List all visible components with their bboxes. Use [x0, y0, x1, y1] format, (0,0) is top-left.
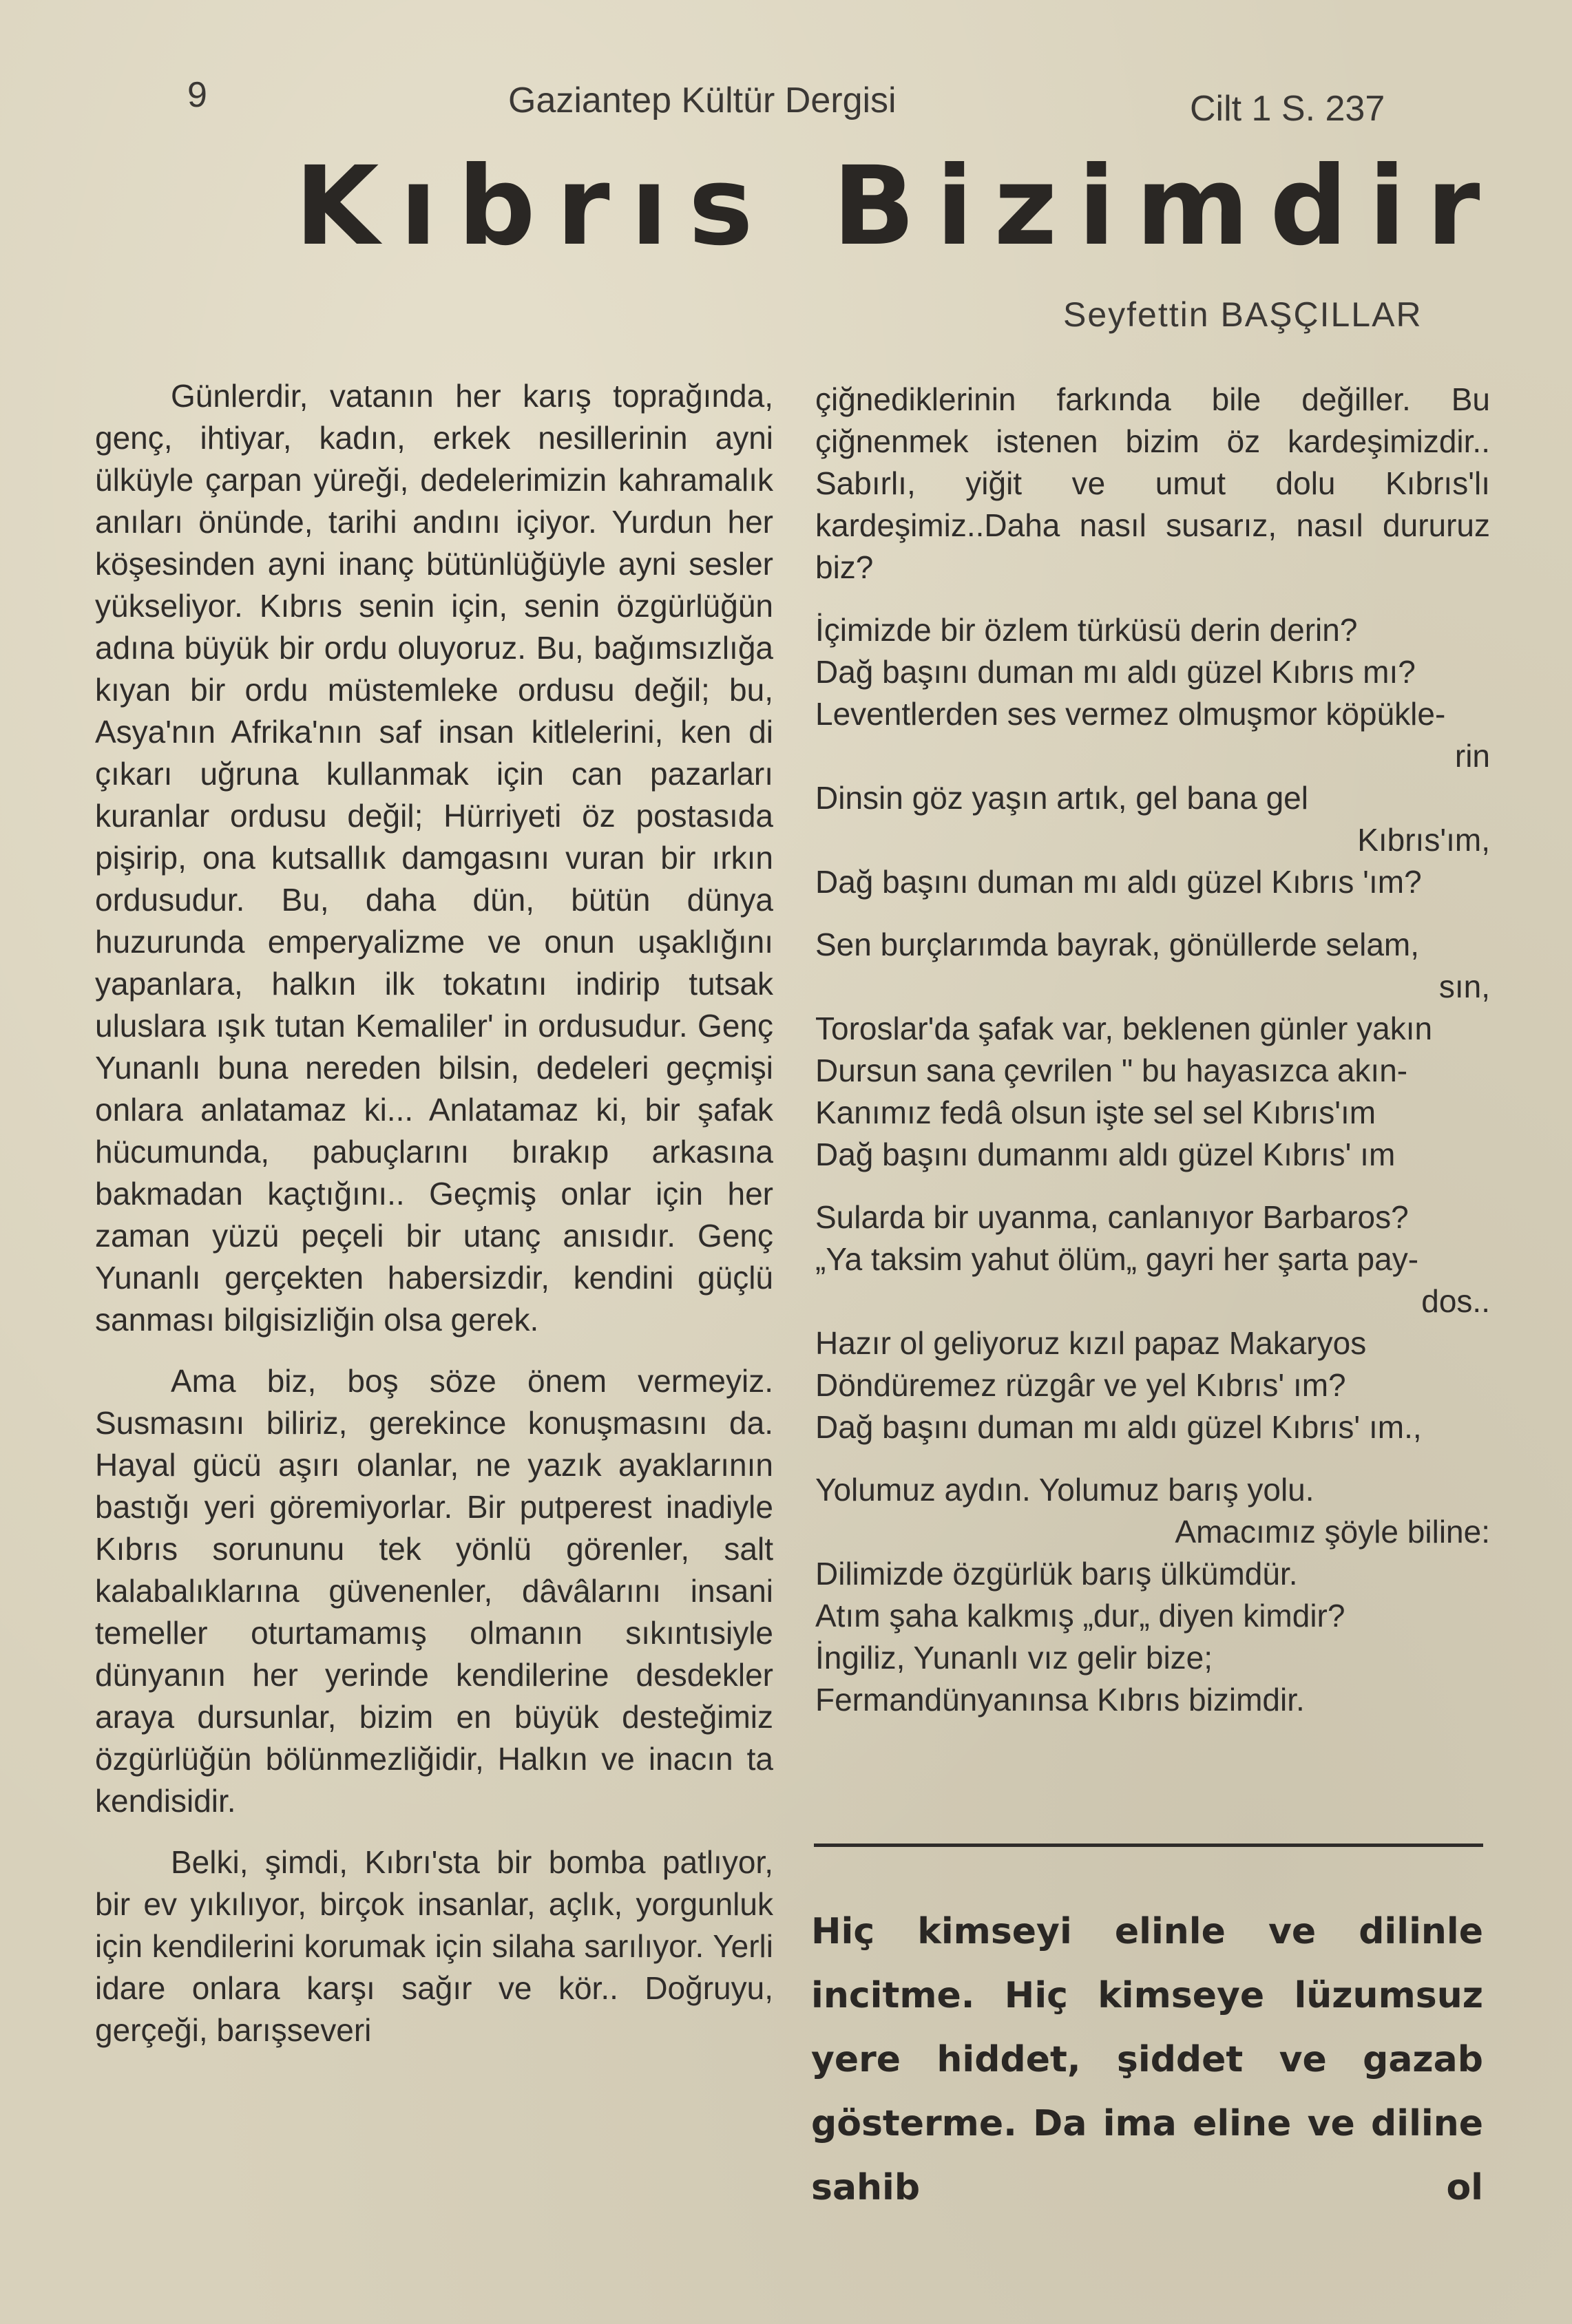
poem-line: Dağ başını duman mı aldı güzel Kıbrıs mı?	[815, 654, 1416, 690]
poem-line: Kanımız fedâ olsun işte sel sel Kıbrıs'ım	[815, 1095, 1376, 1130]
poem-line: Sen burçlarımda bayrak, gönüllerde selam,	[815, 927, 1420, 962]
section-divider	[814, 1844, 1483, 1847]
poem-line-continuation: rin	[1454, 738, 1490, 774]
poem-stanza	[815, 1469, 1490, 1721]
poem-line: Hazır ol geliyoruz kızıl papaz Makaryos	[815, 1325, 1367, 1361]
poem	[815, 609, 1490, 1721]
left-column	[95, 375, 773, 2051]
quote-box: Hiç kimseyi elinle ve dilinle incitme. Hiç kimseye lüzumsuz yere hiddet, şiddet ve gazab gösterme. Da ima eline ve diline sahib ol	[811, 1911, 1483, 2208]
article-author: Seyfettin BAŞÇILLAR	[1063, 295, 1423, 334]
magazine-name: Gaziantep Kültür Dergisi	[508, 81, 897, 120]
page-header	[0, 74, 1572, 129]
poem-line: Dilimizde özgürlük barış ülkümdür.	[815, 1556, 1298, 1592]
page-number: 9	[187, 75, 207, 115]
poem-line: İçimizde bir özlem türküsü derin derin?	[815, 612, 1358, 648]
poem-line: Yolumuz aydın. Yolumuz barış yolu.	[815, 1472, 1314, 1508]
poem-stanza	[815, 924, 1490, 1176]
poem-line: „Ya taksim yahut ölüm„ gayri her şarta pay-	[815, 1241, 1419, 1277]
poem-line-continuation: Amacımız şöyle biline:	[1175, 1514, 1490, 1550]
poem-line-continuation: sın,	[1438, 969, 1490, 1004]
paragraph: Ama biz, boş söze önem vermeyiz. Susmasını biliriz, gerekince konuşmasını da. Hayal gücü aşırı olanlar, ne yazık ayaklarının bastığı yeri göremiyorlar. Bir putperest inadiyle Kıbrıs sorununu tek yönlü görenler, salt kalabalıklarına güvenenler, dâvâlarını insani temeller oturtamamış olmanın sıkıntısiyle dünyanın her yerinde kendilerine desdekler araya dursunlar, bizim en büyük desteğimiz özgürlüğün bölünmezliğidir, Halkın ve inacın ta kendisidir.	[95, 1363, 773, 1819]
poem-line: Dağ başını duman mı aldı güzel Kıbrıs' ım.,	[815, 1409, 1422, 1445]
right-column	[815, 379, 1490, 1721]
paragraph: Günlerdir, vatanın her karış toprağında, genç, ihtiyar, kadın, erkek nesillerinin ayni ülküyle çarpan yüreği, dedelerimizin kahramalık anıları önünde, tarihi andını içiyor. Yurdun her köşesinden ayni inanç bütünlüğüyle ayni sesler yükseliyor. Kıbrıs senin için, senin özgürlüğün adına büyük bir ordu oluyoruz. Bu, bağımsızlığa kıyan bir ordu müstemleke ordusu değil; bu, Asya'nın Afrika'nın saf insan kitlelerini, ken di çıkarı uğruna kullanmak için can pazarları kuranlar ordusu değil; Hürriyeti öz postasıda pişirip, ona kutsallık damgasını vuran bir ırkın ordusudur. Bu, daha dün, bütün dünya huzurunda emperyalizme ve onun uşaklığını yapanlara, halkın ilk tokatını indirip tutsak uluslara ışık tutan Kemaliler' in ordusudur. Genç Yunanlı buna nereden bilsin, dedeleri geçmişi onlara anlatamaz ki... Anlatamaz ki, bir şafak hücumunda, pabuçlarını bırakıp arkasına bakmadan kaçtığını.. Geçmiş onlar için her zaman yüzü peçeli bir utanç anısıdır. Genç Yunanlı gerçekten habersizdir, kendini güçlü sanması bilgisizliğin olsa gerek.	[95, 378, 773, 1338]
paragraph: çiğnediklerinin farkında bile değiller. Bu çiğnenmek istenen bizim öz kardeşimizdir.. Sabırlı, yiğit ve umut dolu Kıbrıs'lı kardeşimiz..Daha nasıl susarız, nasıl dururuz biz?	[815, 381, 1490, 585]
article-title: Kıbrıs Bizimdir	[295, 143, 1501, 270]
poem-stanza	[815, 1196, 1490, 1448]
poem-line-continuation: dos..	[1421, 1283, 1490, 1319]
poem-line: Leventlerden ses vermez olmuşmor köpükle-	[815, 696, 1446, 732]
poem-line: Döndüremez rüzgâr ve yel Kıbrıs' ım?	[815, 1367, 1346, 1403]
poem-line: Fermandünyanınsa Kıbrıs bizimdir.	[815, 1682, 1305, 1718]
poem-line: Dağ başını dumanmı aldı güzel Kıbrıs' ım	[815, 1137, 1396, 1172]
volume-issue: Cilt 1 S. 237	[1190, 89, 1385, 129]
paragraph: Belki, şimdi, Kıbrı'sta bir bomba patlıyor, bir ev yıkılıyor, birçok insanlar, açlık, yorgunluk için kendilerini korumak için silaha sarılıyor. Yerli idare onlara karşı sağır ve kör.. Doğruyu, gerçeği, barışseveri	[95, 1844, 773, 2048]
poem-line: Dursun sana çevrilen " bu hayasızca akın-	[815, 1053, 1408, 1088]
poem-line: Dinsin göz yaşın artık, gel bana gel	[815, 780, 1308, 816]
poem-line: Toroslar'da şafak var, beklenen günler yakın	[815, 1011, 1433, 1046]
poem-stanza	[815, 609, 1490, 903]
poem-line: Sularda bir uyanma, canlanıyor Barbaros?	[815, 1199, 1409, 1235]
poem-line-continuation: Kıbrıs'ım,	[1357, 822, 1490, 858]
poem-line: İngiliz, Yunanlı vız gelir bize;	[815, 1640, 1213, 1676]
poem-line: Dağ başını duman mı aldı güzel Kıbrıs 'ım?	[815, 864, 1422, 900]
poem-line: Atım şaha kalkmış „dur„ diyen kimdir?	[815, 1598, 1345, 1634]
